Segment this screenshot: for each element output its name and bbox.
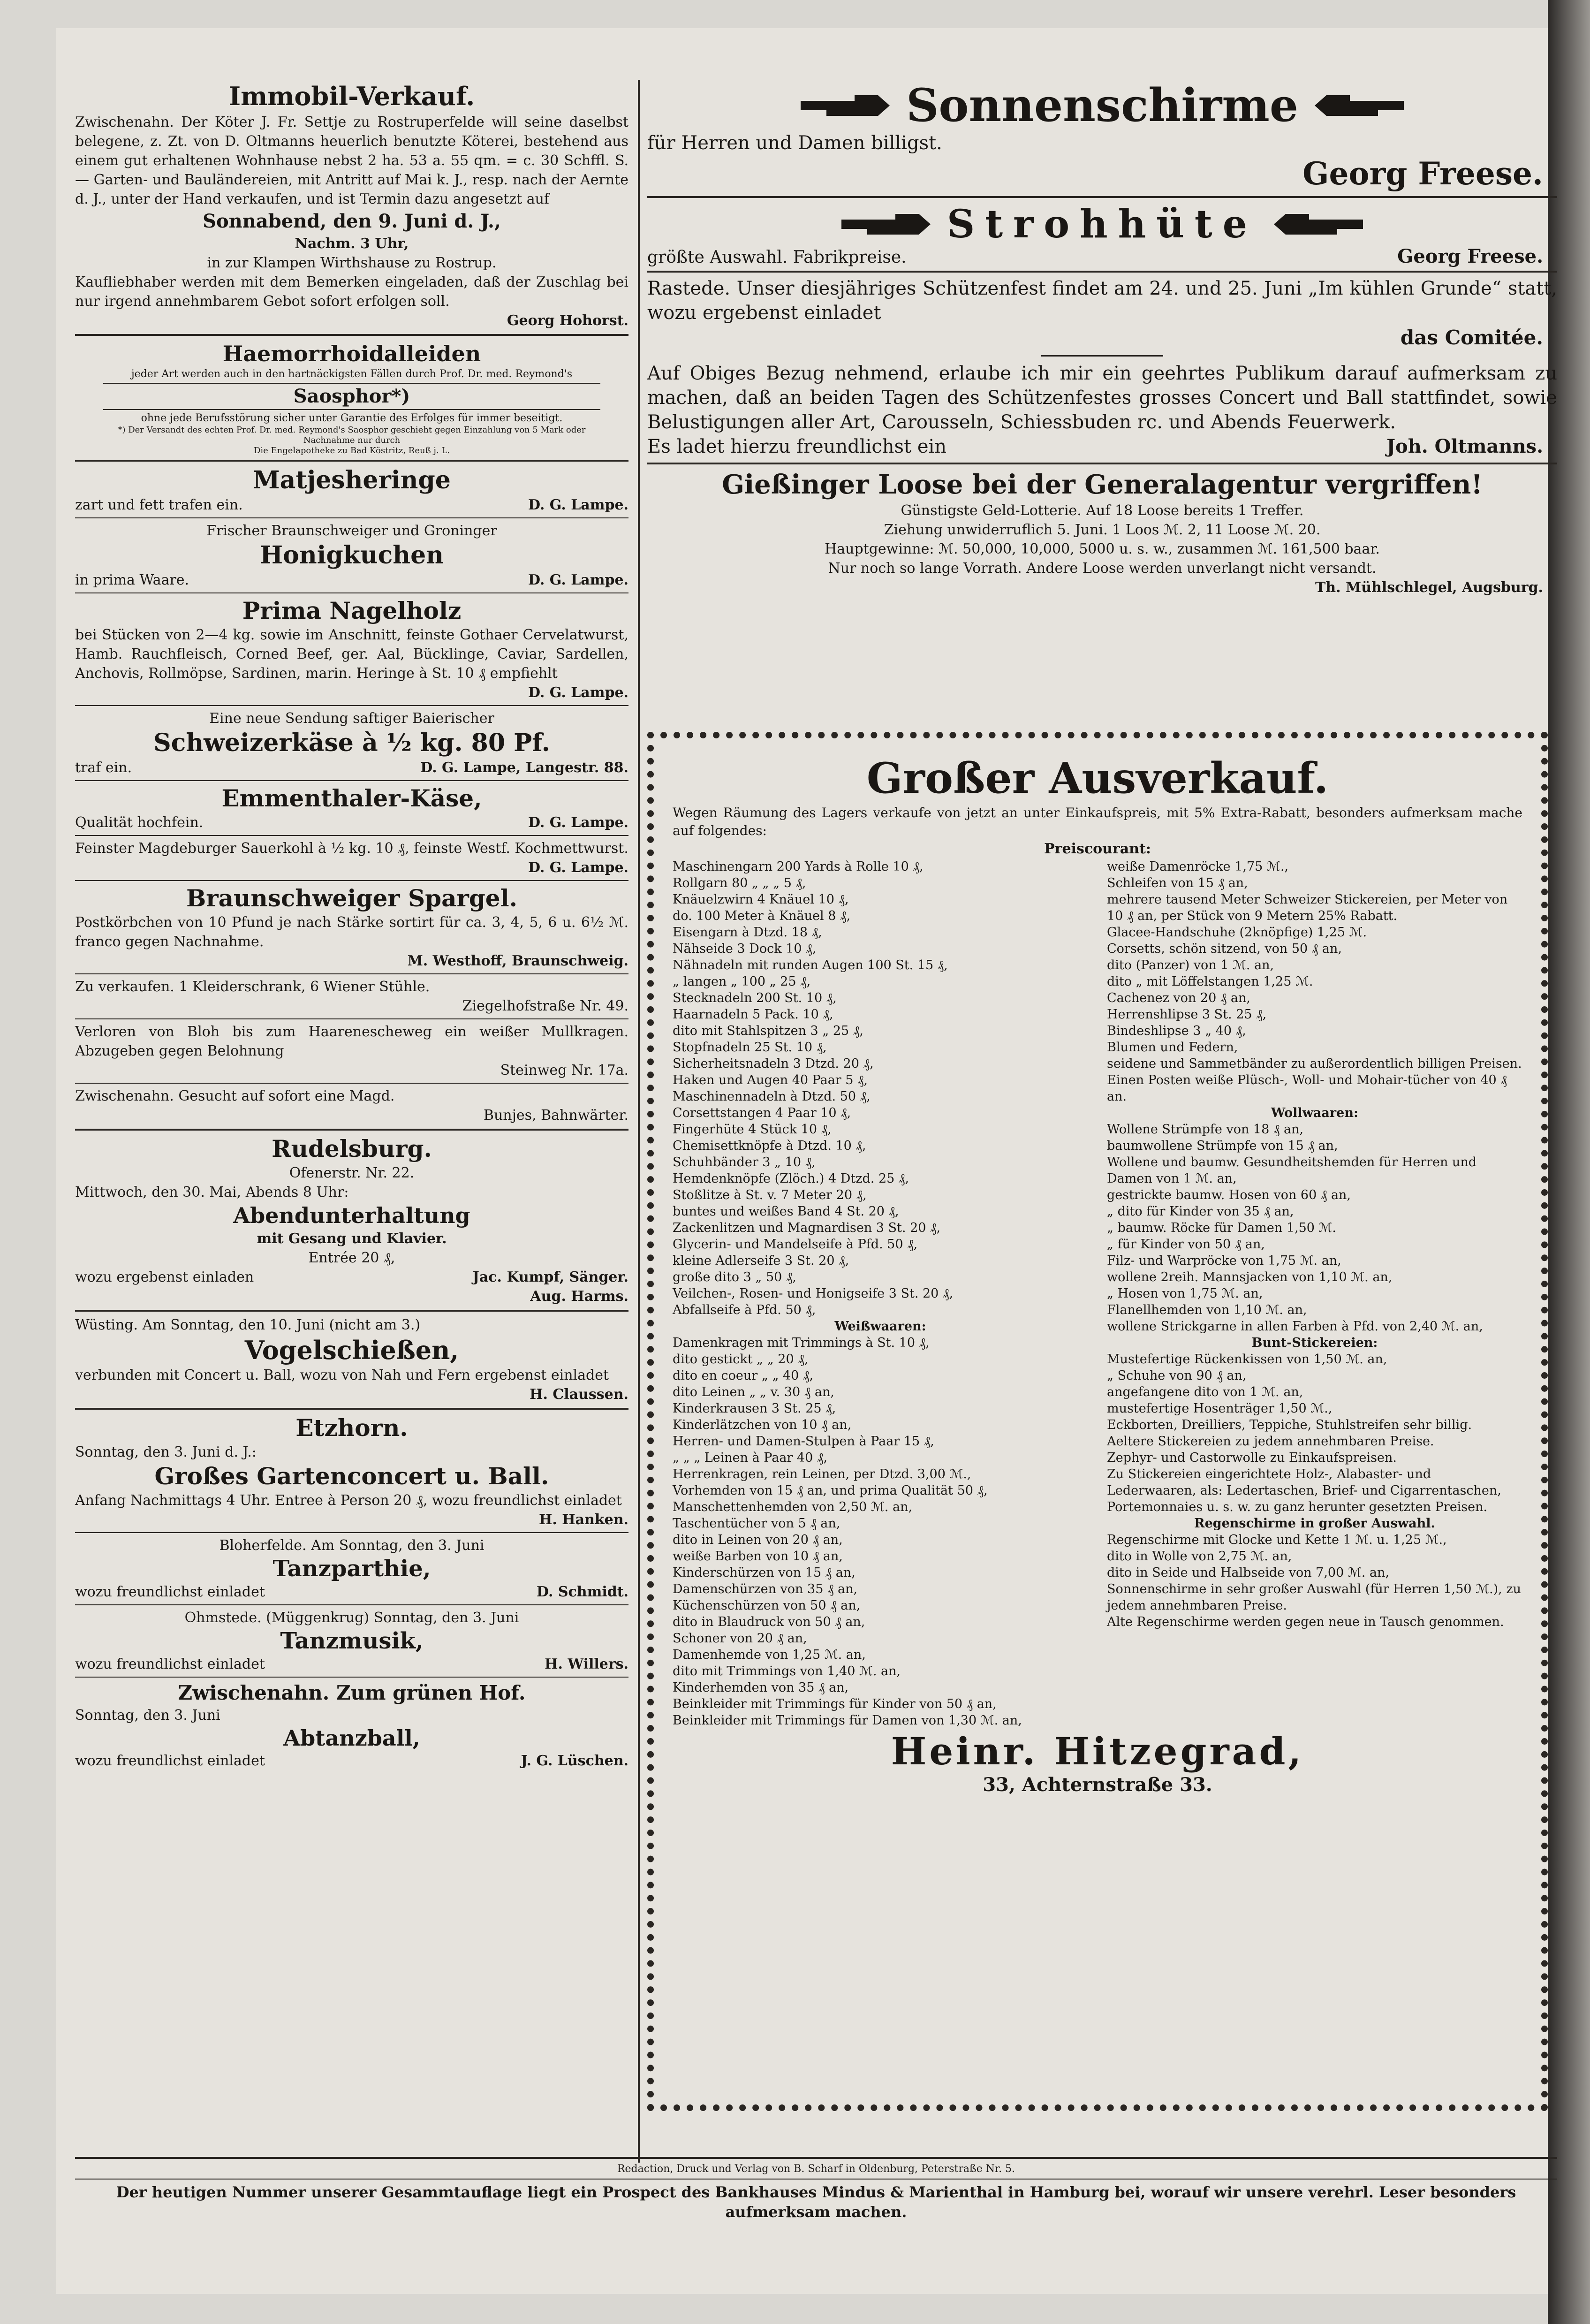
- bloher-ad: [75, 1536, 628, 1602]
- honig-ad: [75, 521, 628, 590]
- loose-title: Gießinger Loose bei der Generalagentur vergriffen!: [722, 469, 1483, 500]
- honig-sign: D. G. Lampe.: [528, 572, 628, 588]
- divider: [75, 1677, 628, 1678]
- haem-note: *) Der Versandt des echten Prof. Dr. med. Reymond's Saosphor geschieht gegen Einzahlung von 5 Mark oder Nachnahme nur durch: [118, 425, 586, 445]
- divider: [75, 1604, 628, 1605]
- price-list-item: Beinkleider mit Trimmings für Kinder von 50 ₰ an,: [673, 1697, 997, 1711]
- footer-imprint: Redaction, Druck und Verlag von B. Scharf in Oldenburg, Peterstraße Nr. 5.: [617, 2163, 1015, 2175]
- price-list-item: weiße Damenröcke 1,75 ℳ.,: [1107, 859, 1288, 874]
- immobil-ad: [75, 80, 628, 330]
- price-list-item: Sicherheitsnadeln 3 Dtzd. 20 ₰,: [673, 1056, 874, 1071]
- divider: [1041, 355, 1163, 357]
- ausv-weiss-heading: Weißwaaren:: [834, 1319, 926, 1334]
- schuetzen-body: Rastede. Unser diesjähriges Schützenfest findet am 24. und 25. Juni „Im kühlen Grunde“ statt, wozu ergebenst einladet: [647, 278, 1557, 324]
- price-list-item: Schoner von 20 ₰ an,: [673, 1631, 807, 1646]
- obiges-sign: Joh. Oltmanns.: [1386, 435, 1543, 457]
- loose-l1: Günstigste Geld-Lotterie. Auf 18 Loose bereits 1 Treffer.: [901, 502, 1304, 519]
- divider: [647, 196, 1557, 198]
- rudels-sign2: Aug. Harms.: [530, 1288, 628, 1305]
- divider: [75, 835, 628, 836]
- price-list-item: Veilchen-, Rosen- und Honigseife 3 St. 20 ₰,: [673, 1286, 954, 1301]
- price-list-item: Nähnadeln mit runden Augen 100 St. 15 ₰,: [673, 958, 948, 972]
- price-list-item: „ langen „ 100 „ 25 ₰,: [673, 974, 811, 989]
- schweiz-pre: Eine neue Sendung saftiger Baierischer: [209, 710, 494, 727]
- price-list-item: Manschettenhemden von 2,50 ℳ. an,: [673, 1500, 913, 1514]
- ohmst-pre: Ohmstede. (Müggenkrug) Sonntag, den 3. Juni: [184, 1610, 519, 1626]
- divider: [75, 2157, 1557, 2159]
- price-list-item: Haarnadeln 5 Pack. 10 ₰,: [673, 1007, 833, 1022]
- sonnen-body: für Herren und Damen billigst.: [647, 132, 942, 154]
- rudels-date: Mittwoch, den 30. Mai, Abends 8 Uhr:: [75, 1184, 349, 1200]
- price-list-item: Aeltere Stickereien zu jedem annehmbaren Preise.: [1107, 1434, 1434, 1449]
- nagel-title: Prima Nagelholz: [242, 597, 462, 624]
- rudels-addr: Ofenerstr. Nr. 22.: [289, 1165, 415, 1181]
- price-list-item: Küchenschürzen von 50 ₰ an,: [673, 1598, 861, 1613]
- divider: [75, 592, 628, 593]
- stroh-ad: [647, 202, 1557, 267]
- price-list-item: Flanellhemden von 1,10 ℳ. an,: [1107, 1303, 1307, 1317]
- rudels-with: mit Gesang und Klavier.: [257, 1230, 447, 1247]
- verloren-body: Verloren von Bloh bis zum Haarenescheweg ein weißer Mullkragen. Abzugeben gegen Belohnung: [75, 1024, 628, 1059]
- emmen-ad: [75, 784, 628, 832]
- schweiz-body: traf ein.: [75, 759, 132, 776]
- ausv-addr: 33, Achternstraße 33.: [983, 1774, 1212, 1796]
- price-list-item: Stoßlitze à St. v. 7 Meter 20 ₰,: [673, 1188, 867, 1202]
- price-list-item: Hemdenknöpfe (Zlöch.) 4 Dtzd. 25 ₰,: [673, 1171, 909, 1186]
- ekhorn-ad: [75, 1413, 628, 1529]
- emmen-sign: D. G. Lampe.: [528, 814, 628, 831]
- divider: [75, 1018, 628, 1019]
- spargel-title: Braunschweiger Spargel.: [186, 884, 517, 912]
- loose-ad: [647, 468, 1557, 597]
- haem-title: Haemorrhoidalleiden: [222, 341, 481, 366]
- price-list-item: mustefertige Hosenträger 1,50 ℳ.,: [1107, 1401, 1333, 1416]
- price-list-item: kleine Adlerseife 3 St. 20 ₰,: [673, 1253, 849, 1268]
- sonnen-sign: Georg Freese.: [1302, 155, 1543, 192]
- divider: [75, 334, 628, 336]
- sauer-ad: [75, 839, 628, 877]
- price-list-item: Nähseide 3 Dock 10 ₰,: [673, 942, 817, 956]
- nagel-sign: D. G. Lampe.: [528, 684, 628, 701]
- footer-notice: Der heutigen Nummer unserer Gesammtauflage liegt ein Prospect des Bankhauses Mindus & Marienthal in Hamburg bei, worauf wir unsere verehrl. Leser besonders aufmerksam machen.: [116, 2183, 1516, 2221]
- price-list-item: Stopfnadeln 25 St. 10 ₰,: [673, 1040, 827, 1055]
- price-list-item: dito en coeur „ „ 40 ₰,: [673, 1368, 813, 1383]
- ohmst-inv: wozu freundlichst einladet: [75, 1656, 265, 1672]
- loose-l3: Hauptgewinne: ℳ. 50,000, 10,000, 5000 u. s. w., zusammen ℳ. 161,500 baar.: [825, 541, 1380, 557]
- ausv-right-list: [1107, 858, 1522, 1105]
- ausv-intro: Wegen Räumung des Lagers verkaufe von jetzt an unter Einkaufspreis, mit 5% Extra-Rabatt, besonders aufmerksam mache auf folgendes:: [673, 805, 1522, 838]
- schuetzen-ad: [647, 276, 1557, 459]
- price-list-item: dito in Wolle von 2,75 ℳ. an,: [1107, 1549, 1292, 1564]
- column-divider: [638, 80, 640, 2163]
- price-list-item: Sonnenschirme in sehr großer Auswahl (für Herren 1,50 ℳ.), zu jedem annehmbaren Preise.: [1107, 1582, 1521, 1613]
- price-list-item: Corsetts, schön sitzend, von 50 ₰ an,: [1107, 942, 1342, 956]
- verkaufen-sign: Ziegelhofstraße Nr. 49.: [462, 998, 628, 1014]
- price-list-item: Fingerhüte 4 Stück 10 ₰,: [673, 1122, 832, 1137]
- ausv-woll-list: [1107, 1121, 1522, 1335]
- ausv-left-list: [673, 858, 1088, 1318]
- price-list-item: Zackenlitzen und Magnardisen 3 St. 20 ₰,: [673, 1221, 941, 1235]
- sauer-body: Feinster Magdeburger Sauerkohl à ½ kg. 10 ₰, feinste Westf. Kochmettwurst.: [75, 840, 628, 857]
- ohmst-title: Tanzmusik,: [280, 1628, 424, 1654]
- price-list-item: Maschinennadeln à Dtzd. 50 ₰,: [673, 1089, 871, 1104]
- rudels-inv: wozu ergebenst einladen: [75, 1269, 254, 1285]
- price-list-item: wollene 2reih. Mannsjacken von 1,10 ℳ. an,: [1107, 1270, 1393, 1284]
- spargel-ad: [75, 884, 628, 971]
- ohmst-sign: H. Willers.: [545, 1656, 628, 1672]
- vogel-ad: [75, 1335, 628, 1404]
- rudels-sign1: Jac. Kumpf, Sänger.: [472, 1269, 628, 1285]
- ausv-sign: Heinr. Hitzegrad,: [891, 1729, 1304, 1773]
- price-list-item: dito in Blaudruck von 50 ₰ an,: [673, 1615, 865, 1629]
- loose-l4: Nur noch so lange Vorrath. Andere Loose werden unverlangt nicht versandt.: [828, 560, 1377, 577]
- ausverkauf-ad: [647, 732, 1548, 2111]
- ohmst-ad: [75, 1608, 628, 1674]
- stroh-body: größte Auswahl. Fabrikpreise.: [647, 248, 907, 267]
- ekhorn-sign: H. Hanken.: [539, 1511, 628, 1528]
- price-list-item: mehrere tausend Meter Schweizer Stickereien, per Meter von 10 ₰ an, per Stück von 9 Metern 25% Rabatt.: [1107, 892, 1508, 923]
- divider: [75, 1408, 628, 1410]
- gruen-title: Zwischenahn. Zum grünen Hof.: [178, 1681, 526, 1704]
- price-list-item: „ dito für Kinder von 35 ₰ an,: [1107, 1204, 1294, 1219]
- immobil-place: in zur Klampen Wirthshause zu Rostrup.: [207, 255, 497, 271]
- rudels-ad: [75, 1134, 628, 1306]
- price-list-item: Rollgarn 80 „ „ „ 5 ₰,: [673, 876, 806, 890]
- price-list-item: Haken und Augen 40 Paar 5 ₰,: [673, 1073, 868, 1087]
- price-list-item: dito „ mit Löffelstangen 1,25 ℳ.: [1107, 974, 1313, 989]
- ausv-title: Großer Ausverkauf.: [866, 753, 1329, 803]
- magd-ad: [75, 1086, 628, 1125]
- price-list-item: Filz- und Warpröcke von 1,75 ℳ. an,: [1107, 1253, 1341, 1268]
- rudels-title: Rudelsburg.: [272, 1135, 432, 1162]
- immobil-title: Immobil-Verkauf.: [228, 81, 475, 111]
- price-list-item: Maschinengarn 200 Yards à Rolle 10 ₰,: [673, 859, 924, 874]
- verloren-ad: [75, 1022, 628, 1080]
- price-list-item: Damenkragen mit Trimmings à St. 10 ₰,: [673, 1336, 930, 1350]
- price-list-item: Bindeshlipse 3 „ 40 ₰,: [1107, 1024, 1246, 1038]
- pointing-hand-icon: [1312, 91, 1406, 120]
- price-list-item: Damenhemde von 1,25 ℳ. an,: [673, 1648, 866, 1662]
- divider: [647, 463, 1557, 464]
- price-list-item: „ Hosen von 1,75 ℳ. an,: [1107, 1286, 1263, 1301]
- ausv-regen-list: [1107, 1532, 1522, 1630]
- price-list-item: Glycerin- und Mandelseife à Pfd. 50 ₰,: [673, 1237, 918, 1252]
- price-list-item: Eckborten, Dreilliers, Teppiche, Stuhlstreifen sehr billig.: [1107, 1418, 1472, 1432]
- bloher-inv: wozu freundlichst einladet: [75, 1584, 265, 1600]
- price-list-item: Stecknadeln 200 St. 10 ₰,: [673, 991, 837, 1005]
- bloher-title: Tanzparthie,: [273, 1556, 431, 1582]
- honig-pre: Frischer Braunschweiger und Groninger: [206, 523, 497, 539]
- price-list-item: „ für Kinder von 50 ₰ an,: [1107, 1237, 1265, 1252]
- spargel-body: Postkörbchen von 10 Pfund je nach Stärke sortirt für ca. 3, 4, 5, 6 u. 6½ ℳ. franco gegen Nachnahme.: [75, 914, 628, 950]
- verkaufen-body: Zu verkaufen. 1 Kleiderschrank, 6 Wiener Stühle.: [75, 979, 430, 995]
- left-column: [75, 80, 628, 1770]
- price-list-item: dito gestickt „ „ 20 ₰,: [673, 1352, 809, 1367]
- matjes-body: zart und fett trafen ein.: [75, 497, 243, 513]
- price-list-item: angefangene dito von 1 ℳ. an,: [1107, 1385, 1303, 1399]
- price-list-item: Schleifen von 15 ₰ an,: [1107, 876, 1248, 890]
- price-list-item: Kinderhemden von 35 ₰ an,: [673, 1680, 849, 1695]
- schuetzen-sign: das Comitée.: [1400, 326, 1543, 349]
- footer: [75, 2153, 1557, 2222]
- haem-ad: [75, 340, 628, 456]
- price-list-item: Wollene Strümpfe von 18 ₰ an,: [1107, 1122, 1304, 1137]
- stroh-sign: Georg Freese.: [1397, 245, 1543, 267]
- sonnen-ad: [647, 80, 1557, 192]
- price-list-item: Zephyr- und Castorwolle zu Einkaufspreisen.: [1107, 1451, 1397, 1465]
- ekhorn-date: Sonntag, den 3. Juni d. J.:: [75, 1444, 257, 1460]
- price-list-item: Schuhbänder 3 „ 10 ₰,: [673, 1155, 816, 1170]
- immobil-date: Sonnabend, den 9. Juni d. J.,: [203, 210, 501, 232]
- price-list-item: „ Schuhe von 90 ₰ an,: [1107, 1368, 1247, 1383]
- price-list-item: Kinderlätzchen von 10 ₰ an,: [673, 1418, 852, 1432]
- emmen-title: Emmenthaler-Käse,: [221, 784, 482, 812]
- divider: [75, 1129, 628, 1131]
- price-list-item: Damenschürzen von 35 ₰ an,: [673, 1582, 858, 1596]
- divider: [75, 1532, 628, 1533]
- price-list-item: dito in Seide und Halbseide von 7,00 ℳ. an,: [1107, 1565, 1389, 1580]
- price-list-item: dito in Leinen von 20 ₰ an,: [673, 1533, 843, 1547]
- matjes-sign: D. G. Lampe.: [528, 497, 628, 513]
- obiges-body: Auf Obiges Bezug nehmend, erlaube ich mir ein geehrtes Publikum darauf aufmerksam zu machen, daß an beiden Tagen des Schützenfestes grosses Concert und Ball stattfindet, sowie Belustigungen aller Art, Carousseln, Schiessbuden rc. und Abends Feuerwerk.: [647, 363, 1557, 433]
- sonnen-title: Sonnenschirme: [906, 79, 1298, 132]
- honig-title: Honigkuchen: [260, 541, 444, 570]
- price-list-item: dito Leinen „ „ v. 30 ₰ an,: [673, 1385, 834, 1399]
- divider: [75, 1310, 628, 1312]
- divider: [75, 973, 628, 974]
- divider: [75, 2179, 1557, 2180]
- haem-sub: jeder Art werden auch in den hartnäckigsten Fällen durch Prof. Dr. med. Reymond's: [131, 368, 573, 380]
- price-list-item: Kinderschürzen von 15 ₰ an,: [673, 1565, 856, 1580]
- bloher-pre: Bloherfelde. Am Sonntag, den 3. Juni: [219, 1537, 485, 1554]
- pointing-hand-icon: [1272, 210, 1365, 238]
- price-list-item: Wollene und baumw. Gesundheitshemden für Herren und Damen von 1 ℳ. an,: [1107, 1155, 1477, 1186]
- matjes-title: Matjesheringe: [253, 466, 451, 494]
- price-list-item: Abfallseife à Pfd. 50 ₰,: [673, 1303, 816, 1317]
- price-list-item: Zu Stickereien eingerichtete Holz-, Alabaster- und Lederwaaren, als: Ledertaschen, Brief- und Cigarrentaschen, Portemonnaies u. s. w. zu ganz herunter gesetzten Preisen.: [1107, 1467, 1501, 1514]
- price-list-item: Glacee-Handschuhe (2knöpfige) 1,25 ℳ.: [1107, 925, 1367, 940]
- price-list-item: Knäuelzwirn 4 Knäuel 10 ₰,: [673, 892, 849, 907]
- gruen-sign: J. G. Lüschen.: [521, 1753, 628, 1769]
- price-list-item: Einen Posten weiße Plüsch-, Woll- und Mohair-tücher von 40 ₰ an.: [1107, 1073, 1507, 1104]
- haem-body: ohne jede Berufsstörung sicher unter Garantie des Erfolges für immer beseitigt.: [141, 412, 563, 424]
- immobil-body: Zwischenahn. Der Köter J. Fr. Settje zu Rostruperfelde will seine daselbst belegene, z. Zt. von D. Oltmanns heuerlich benutzte Köterei, bestehend aus einem gut erhaltenen Wohnhause nebst 2 ha. 53 a. 55 qm. = c. 30 Schffl. S. — Garten- und Bauländereien, mit Antritt auf Mai k. J., resp. nach der Aernte d. J., unter der Hand verkaufen, und ist Termin dazu angesetzt auf: [75, 114, 628, 207]
- price-list-item: Blumen und Federn,: [1107, 1040, 1238, 1055]
- price-list-item: Taschentücher von 5 ₰ an,: [673, 1516, 840, 1531]
- ausv-left-col: [673, 858, 1088, 1729]
- price-list-item: Vorhemden von 15 ₰ an, und prima Qualität 50 ₰,: [673, 1483, 988, 1498]
- price-list-item: buntes und weißes Band 4 St. 20 ₰,: [673, 1204, 899, 1219]
- right-column: [647, 80, 1557, 597]
- immobil-sign: Georg Hohorst.: [507, 312, 628, 329]
- price-list-item: Corsettstangen 4 Paar 10 ₰,: [673, 1106, 851, 1120]
- immobil-cond: Kaufliebhaber werden mit dem Bemerken eingeladen, daß der Zuschlag bei nur irgend annehmbarem Gebot sofort erfolgen soll.: [75, 274, 628, 310]
- schweiz-ad: [75, 709, 628, 777]
- spargel-sign: M. Westhoff, Braunschweig.: [407, 953, 628, 969]
- price-list-item: dito (Panzer) von 1 ℳ. an,: [1107, 958, 1274, 972]
- price-list-item: Cachenez von 20 ₰ an,: [1107, 991, 1250, 1005]
- gruen-date: Sonntag, den 3. Juni: [75, 1707, 220, 1724]
- divider: [75, 460, 628, 462]
- schweiz-sign: D. G. Lampe, Langestr. 88.: [420, 759, 628, 776]
- price-list-item: große dito 3 „ 50 ₰,: [673, 1270, 797, 1284]
- loose-sign: Th. Mühlschlegel, Augsburg.: [1315, 579, 1543, 596]
- ekhorn-body: Anfang Nachmittags 4 Uhr. Entree à Person 20 ₰, wozu freundlichst einladet: [75, 1492, 622, 1509]
- pointing-hand-icon: [839, 210, 933, 238]
- obiges-inv: Es ladet hierzu freundlichst ein: [647, 436, 947, 457]
- loose-l2: Ziehung unwiderruflich 5. Juni. 1 Loos ℳ. 2, 11 Loose ℳ. 20.: [884, 522, 1321, 538]
- stroh-title: Strohhüte: [947, 202, 1257, 247]
- verloren-sign: Steinweg Nr. 17a.: [500, 1062, 628, 1078]
- price-list-item: dito mit Stahlspitzen 3 „ 25 ₰,: [673, 1024, 863, 1038]
- ausv-bunt-heading: Bunt-Stickereien:: [1251, 1336, 1378, 1350]
- ausv-woll-heading: Wollwaaren:: [1271, 1106, 1358, 1120]
- nagel-ad: [75, 596, 628, 702]
- divider: [75, 780, 628, 781]
- price-list-item: Kinderkrausen 3 St. 25 ₰,: [673, 1401, 836, 1416]
- wuesting-body: Wüsting. Am Sonntag, den 10. Juni (nicht am 3.): [75, 1317, 421, 1333]
- price-list-item: do. 100 Meter à Knäuel 8 ₰,: [673, 909, 851, 923]
- price-list-item: Herrenshlipse 3 St. 25 ₰,: [1107, 1007, 1267, 1022]
- vogel-body: verbunden mit Concert u. Ball, wozu von Nah und Fern ergebenst einladet: [75, 1367, 609, 1383]
- divider: [647, 271, 1557, 273]
- ausv-bunt-list: [1107, 1351, 1522, 1515]
- vogel-sign: H. Claussen.: [530, 1386, 628, 1403]
- emmen-body: Qualität hochfein.: [75, 814, 204, 831]
- gruen-event: Abtanzball,: [283, 1725, 420, 1751]
- ausv-pc: Preiscourant:: [1044, 841, 1151, 857]
- gruen-inv: wozu freundlichst einladet: [75, 1753, 265, 1769]
- haem-pharm: Die Engelapotheke zu Bad Köstritz, Reuß j. L.: [253, 446, 450, 456]
- sauer-sign: D. G. Lampe.: [528, 859, 628, 876]
- nagel-body: bei Stücken von 2—4 kg. sowie im Anschnitt, feinste Gothaer Cervelatwurst, Hamb. Rauchfleisch, Corned Beef, ger. Aal, Bücklinge, Caviar, Sardellen, Anchovis, Rollmöpse, Sardinen, marin. Heringe à St. 10 ₰ empfiehlt: [75, 627, 628, 682]
- rudels-entry: Entrée 20 ₰,: [308, 1250, 395, 1266]
- price-list-item: baumwollene Strümpfe von 15 ₰ an,: [1107, 1139, 1338, 1153]
- ausv-right-col: [1107, 858, 1522, 1729]
- ekhorn-event: Großes Gartenconcert u. Ball.: [154, 1462, 549, 1490]
- divider: [75, 880, 628, 881]
- price-list-item: dito mit Trimmings von 1,40 ℳ. an,: [673, 1664, 901, 1678]
- price-list-item: gestrickte baumw. Hosen von 60 ₰ an,: [1107, 1188, 1351, 1202]
- bloher-sign: D. Schmidt.: [537, 1584, 628, 1600]
- pointing-hand-icon: [798, 91, 892, 120]
- price-list-item: Herren- und Damen-Stulpen à Paar 15 ₰,: [673, 1434, 934, 1449]
- divider: [75, 517, 628, 518]
- haem-product: Saosphor*): [103, 383, 600, 410]
- honig-body: in prima Waare.: [75, 572, 189, 588]
- ausv-weiss-list: [673, 1335, 1088, 1729]
- price-list-item: Herrenkragen, rein Leinen, per Dtzd. 3,00 ℳ.,: [673, 1467, 971, 1481]
- matjes-ad: [75, 465, 628, 515]
- divider: [75, 705, 628, 706]
- price-list-item: „ baumw. Röcke für Damen 1,50 ℳ.: [1107, 1221, 1336, 1235]
- price-list-item: weiße Barben von 10 ₰ an,: [673, 1549, 843, 1564]
- price-list-item: Mustefertige Rückenkissen von 1,50 ℳ. an,: [1107, 1352, 1387, 1367]
- gruen-ad: [75, 1680, 628, 1770]
- magd-body: Zwischenahn. Gesucht auf sofort eine Magd.: [75, 1088, 395, 1104]
- ekhorn-title: Etzhorn.: [295, 1414, 408, 1442]
- ausv-regen-heading: Regenschirme in großer Auswahl.: [1194, 1516, 1435, 1531]
- wuesting-ad: [75, 1315, 628, 1335]
- price-list-item: Beinkleider mit Trimmings für Damen von 1,30 ℳ. an,: [673, 1713, 1022, 1728]
- magd-sign: Bunjes, Bahnwärter.: [483, 1107, 628, 1124]
- schweiz-title: Schweizerkäse à ½ kg. 80 Pf.: [153, 729, 550, 757]
- verkaufen-ad: [75, 977, 628, 1016]
- rudels-event: Abendunterhaltung: [233, 1203, 470, 1228]
- price-list-item: „ „ „ Leinen à Paar 40 ₰,: [673, 1451, 827, 1465]
- price-list-item: Eisengarn à Dtzd. 18 ₰,: [673, 925, 822, 940]
- divider: [75, 1083, 628, 1084]
- price-list-item: Chemisettknöpfe à Dtzd. 10 ₰,: [673, 1139, 866, 1153]
- price-list-item: seidene und Sammetbänder zu außerordentlich billigen Preisen.: [1107, 1056, 1522, 1071]
- price-list-item: wollene Strickgarne in allen Farben à Pfd. von 2,40 ℳ. an,: [1107, 1319, 1483, 1334]
- price-list-item: Regenschirme mit Glocke und Kette 1 ℳ. u. 1,25 ℳ.,: [1107, 1533, 1447, 1547]
- immobil-time: Nachm. 3 Uhr,: [295, 235, 409, 252]
- vogel-title: Vogelschießen,: [244, 1335, 459, 1365]
- price-list-item: Alte Regenschirme werden gegen neue in Tausch genommen.: [1107, 1615, 1504, 1629]
